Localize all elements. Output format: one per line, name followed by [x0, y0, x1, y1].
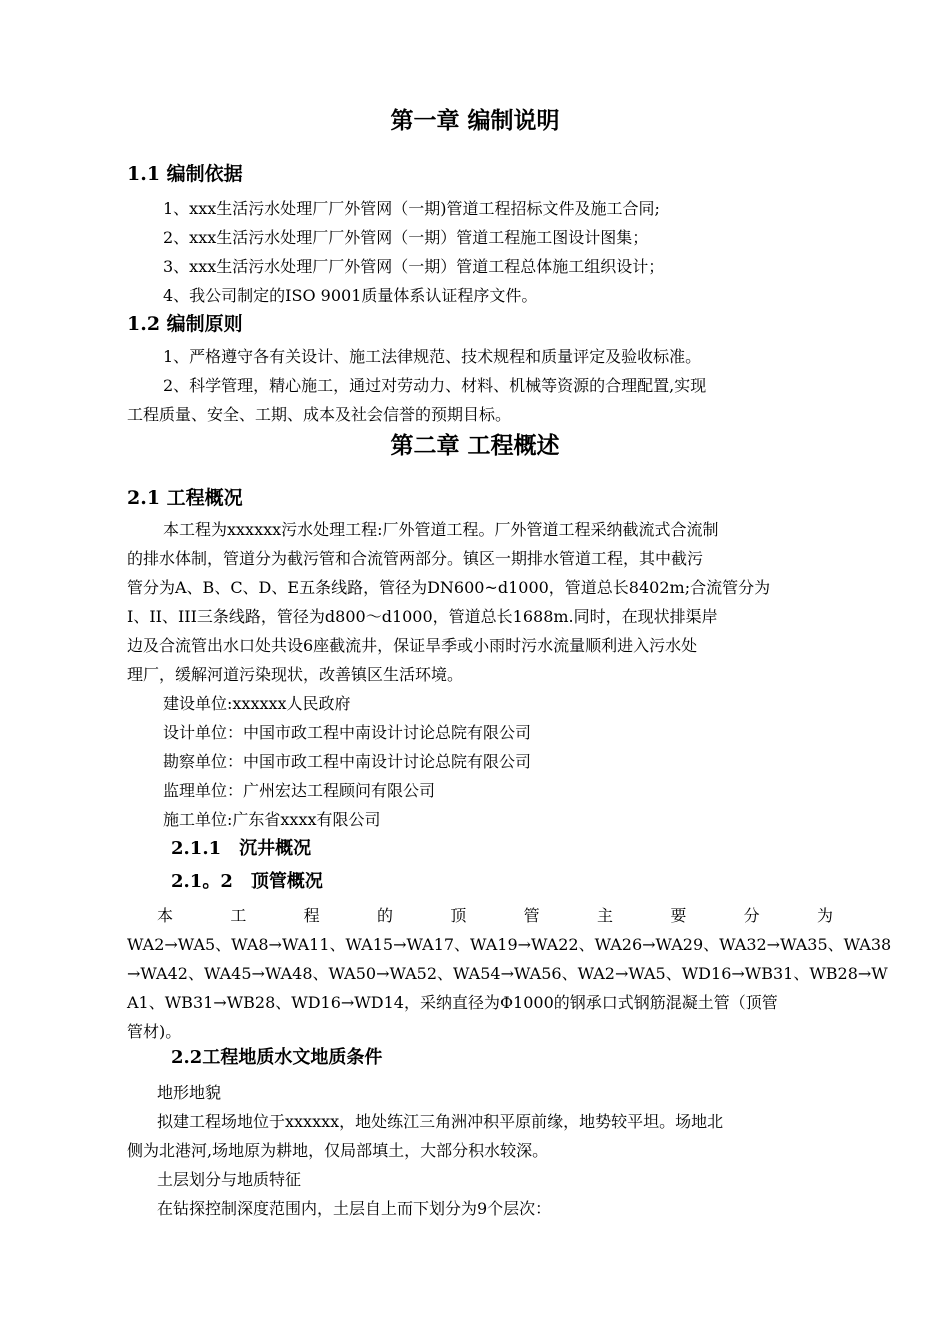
principle-item-1: 1、严格遵守各有关设计、施工法律规范、技术规程和质量评定及验收标准。	[163, 347, 702, 366]
construction-unit: 建设单位:xxxxxx人民政府	[163, 694, 351, 713]
overview-line-4: I、II、III三条线路，管径为d800～d1000，管道总长1688m.同时，在现状排渠岸	[127, 607, 718, 626]
soil-line-1: 在钻探控制深度范围内，土层自上而下划分为9个层次：	[157, 1199, 552, 1218]
section-1-2-heading: 1.2 编制原则	[127, 313, 243, 335]
survey-unit: 勘察单位：中国市政工程中南设计讨论总院有限公司	[163, 752, 532, 771]
supervision-unit: 监理单位：广州宏达工程顾问有限公司	[163, 781, 436, 800]
chapter-1-title: 第一章 编制说明	[390, 107, 560, 134]
terrain-title: 地形地貌	[157, 1083, 222, 1102]
pipe-jacking-intro: 本工程的顶管主要分为	[157, 906, 833, 925]
section-2-1-heading: 2.1 工程概况	[127, 487, 243, 509]
section-2-1-2-heading: 2.1。2 顶管概况	[171, 871, 323, 892]
design-unit: 设计单位：中国市政工程中南设计讨论总院有限公司	[163, 723, 532, 742]
pipe-jacking-line-1: WA2→WA5、WA8→WA11、WA15→WA17、WA19→WA22、WA26→WA29、WA32→WA35、WA38	[127, 935, 892, 954]
section-2-2-heading: 2.2工程地质水文地质条件	[171, 1047, 383, 1068]
pipe-jacking-line-3: A1、WB31→WB28、WD16→WD14，采纳直径为Φ1000的钢承口式钢筋混凝土管（顶管	[127, 993, 778, 1012]
section-1-1-heading: 1.1 编制依据	[127, 163, 243, 185]
overview-line-3: 管分为A、B、C、D、E五条线路，管径为DN600~d1000，管道总长8402m;合流管分为	[127, 578, 771, 597]
section-2-1-1-heading: 2.1.1 沉井概况	[171, 838, 312, 859]
overview-line-1: 本工程为xxxxxx污水处理工程:厂外管道工程。厂外管道工程采纳截流式合流制	[163, 520, 719, 539]
overview-line-6: 理厂，缓解河道污染现状，改善镇区生活环境。	[127, 665, 464, 684]
terrain-line-1: 拟建工程场地位于xxxxxx，地处练江三角洲冲积平原前缘，地势较平坦。场地北	[157, 1112, 724, 1131]
principle-item-2-line-2: 工程质量、安全、工期、成本及社会信誉的预期目标。	[127, 405, 512, 424]
terrain-line-2: 侧为北港河,场地原为耕地，仅局部填土，大部分积水较深。	[127, 1141, 549, 1160]
overview-line-5: 边及合流管出水口处共设6座截流井，保证旱季或小雨时污水流量顺利进入污水处	[127, 636, 698, 655]
principle-item-2-line-1: 2、科学管理，精心施工，通过对劳动力、材料、机械等资源的合理配置,实现	[163, 376, 707, 395]
soil-title: 土层划分与地质特征	[157, 1170, 302, 1189]
basis-item-3: 3、xxx生活污水处理厂厂外管网（一期）管道工程总体施工组织设计；	[163, 257, 665, 276]
basis-item-1: 1、xxx生活污水处理厂厂外管网（一期)管道工程招标文件及施工合同;	[163, 199, 660, 218]
basis-item-4: 4、我公司制定的ISO 9001质量体系认证程序文件。	[163, 286, 538, 305]
contractor-unit: 施工单位:广东省xxxx有限公司	[163, 810, 381, 829]
pipe-jacking-line-2: →WA42、WA45→WA48、WA50→WA52、WA54→WA56、WA2→WA5、WD16→WB31、WB28→W	[127, 964, 888, 983]
pipe-jacking-line-4: 管材)。	[127, 1022, 182, 1041]
overview-line-2: 的排水体制，管道分为截污管和合流管两部分。镇区一期排水管道工程，其中截污	[127, 549, 704, 568]
chapter-2-title: 第二章 工程概述	[390, 432, 560, 459]
basis-item-2: 2、xxx生活污水处理厂厂外管网（一期）管道工程施工图设计图集；	[163, 228, 649, 247]
